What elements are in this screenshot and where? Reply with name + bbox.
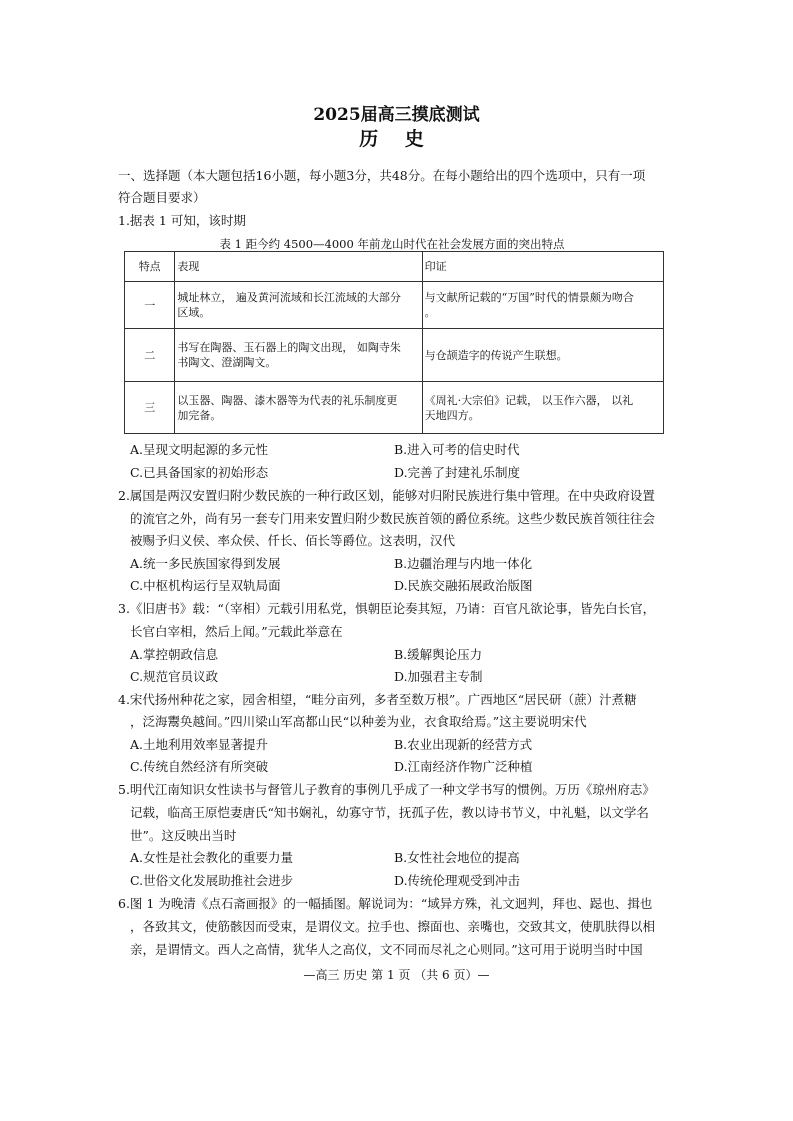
- subject-title: 历 史: [359, 128, 434, 150]
- q4-stem-line2: ，泛海鬻奂越间。”四川梁山军高都山民“以种姜为业，衣食取给焉。”这主要说明宋代: [130, 714, 587, 729]
- q1-option-b[interactable]: B.进入可考的信史时代: [394, 442, 520, 457]
- q6-stem-line1: 6.图 1 为晚清《点石斋画报》的一幅插图。解说词为：“域异方殊，礼文迥判，拜也、跽也、揖也: [118, 896, 653, 911]
- q3-option-d[interactable]: D.加强君主专制: [394, 669, 483, 684]
- table-header-cell: 特点: [125, 252, 175, 282]
- row-performance: 城址林立， 遍及黄河流域和长江流域的大部分 区域。: [175, 282, 422, 329]
- q1-option-c[interactable]: C.已具备国家的初始形态: [130, 465, 269, 480]
- table-header-cell: 印证: [422, 252, 663, 282]
- q5-stem-line1: 5.明代江南知识女性读书与督管儿子教育的事例几乎成了一种文学书写的惯例。万历《琼州府志》: [118, 782, 655, 797]
- q5-option-a[interactable]: A.女性是社会教化的重要力量: [130, 850, 294, 865]
- table-header-cell: 表现: [175, 252, 422, 282]
- q4-option-b[interactable]: B.农业出现新的经营方式: [394, 737, 533, 752]
- page-footer: —高三 历史 第 1 页 （共 6 页）—: [303, 968, 490, 982]
- row-evidence: 与仓颉造字的传说产生联想。: [422, 329, 663, 382]
- q2-stem-line2: 的流官之外，尚有另一套专门用来安置归附少数民族首领的爵位系统。这些少数民族首领往往会: [130, 511, 656, 526]
- table-header-row: [125, 252, 664, 282]
- section-instruction-line2: 符合题目要求）: [118, 190, 206, 205]
- table-row: [125, 329, 664, 382]
- table-caption: 表 1 距今约 4500—4000 年前龙山时代在社会发展方面的突出特点: [219, 237, 565, 251]
- exam-title: 2025届高三摸底测试: [313, 105, 480, 125]
- q6-stem-line2: ，各致其文，使筋骸因而受束，是谓仪文。拉手也、擦面也、亲嘴也，交致其文，使肌肤得以相: [130, 919, 656, 934]
- q6-stem-line3: 亲，是谓情文。西人之高情，犹华人之高仪，文不同而尽礼之心则同。”这可用于说明当时中国: [130, 942, 643, 957]
- q3-option-b[interactable]: B.缓解舆论压力: [394, 647, 483, 662]
- q3-stem-line1: 3.《旧唐书》载：“（宰相）元载引用私党，惧朝臣论奏其短，乃请：百官凡欲论事，皆先白长官，: [118, 601, 656, 616]
- table-row: [125, 282, 664, 329]
- q5-option-d[interactable]: D.传统伦理观受到冲击: [394, 873, 521, 888]
- q4-option-c[interactable]: C.传统自然经济有所突破: [130, 759, 269, 774]
- row-performance: 书写在陶器、玉石器上的陶文出现， 如陶寺朱 书陶文、澄湖陶文。: [175, 329, 422, 382]
- q5-option-c[interactable]: C.世俗文化发展助推社会进步: [130, 873, 294, 888]
- q3-option-a[interactable]: A.掌控朝政信息: [130, 647, 219, 662]
- q4-stem-line1: 4.宋代扬州种花之家，园舍相望，“畦分亩列，多者至数万根”。广西地区“居民研（蔗）汁煮糖: [118, 692, 637, 707]
- q3-stem-line2: 长官白宰相，然后上闻。”元载此举意在: [130, 624, 343, 639]
- row-performance: 以玉器、陶器、漆木器等为代表的礼乐制度更 加完备。: [175, 382, 422, 434]
- q5-stem-line2: 记载，临高王原恺妻唐氏“知书娴礼，幼寡守节，抚孤子佐，教以诗书节义，中礼魁，以文学名: [130, 805, 649, 820]
- q2-option-c[interactable]: C.中枢机构运行呈双轨局面: [130, 578, 281, 593]
- q5-stem-line3: 世”。这反映出当时: [130, 828, 237, 843]
- q3-option-c[interactable]: C.规范官员议政: [130, 669, 219, 684]
- q4-option-a[interactable]: A.土地利用效率显著提升: [130, 737, 269, 752]
- row-mark: 一: [125, 282, 175, 329]
- q2-option-d[interactable]: D.民族交融拓展政治版图: [394, 578, 533, 593]
- q1-option-d[interactable]: D.完善了封建礼乐制度: [394, 465, 521, 480]
- row-mark: 二: [125, 329, 175, 382]
- row-evidence: 《周礼·大宗伯》记载， 以玉作六器， 以礼 天地四方。: [422, 382, 663, 434]
- section-instruction-line1: 一、选择题（本大题包括16小题，每小题3分，共48分。在每小题给出的四个选项中，只有一项: [118, 168, 646, 183]
- row-mark: 三: [125, 382, 175, 434]
- table-row: [125, 382, 664, 434]
- q2-option-b[interactable]: B.边疆治理与内地一体化: [394, 556, 533, 571]
- q1-stem: 1.据表 1 可知，该时期: [118, 213, 246, 228]
- q1-option-a[interactable]: A.呈现文明起源的多元性: [130, 442, 269, 457]
- row-evidence: 与文献所记载的“万国”时代的情景颇为吻合 。: [422, 282, 663, 329]
- q2-stem-line1: 2.属国是两汉安置归附少数民族的一种行政区划，能够对归附民族进行集中管理。在中央政府设置: [118, 488, 655, 503]
- q2-option-a[interactable]: A.统一多民族国家得到发展: [130, 556, 281, 571]
- q4-option-d[interactable]: D.江南经济作物广泛种植: [394, 759, 533, 774]
- features-table: [124, 251, 664, 434]
- q5-option-b[interactable]: B.女性社会地位的提高: [394, 850, 520, 865]
- q2-stem-line3: 被赐予归义侯、率众侯、仟长、佰长等爵位。这表明，汉代: [130, 533, 456, 548]
